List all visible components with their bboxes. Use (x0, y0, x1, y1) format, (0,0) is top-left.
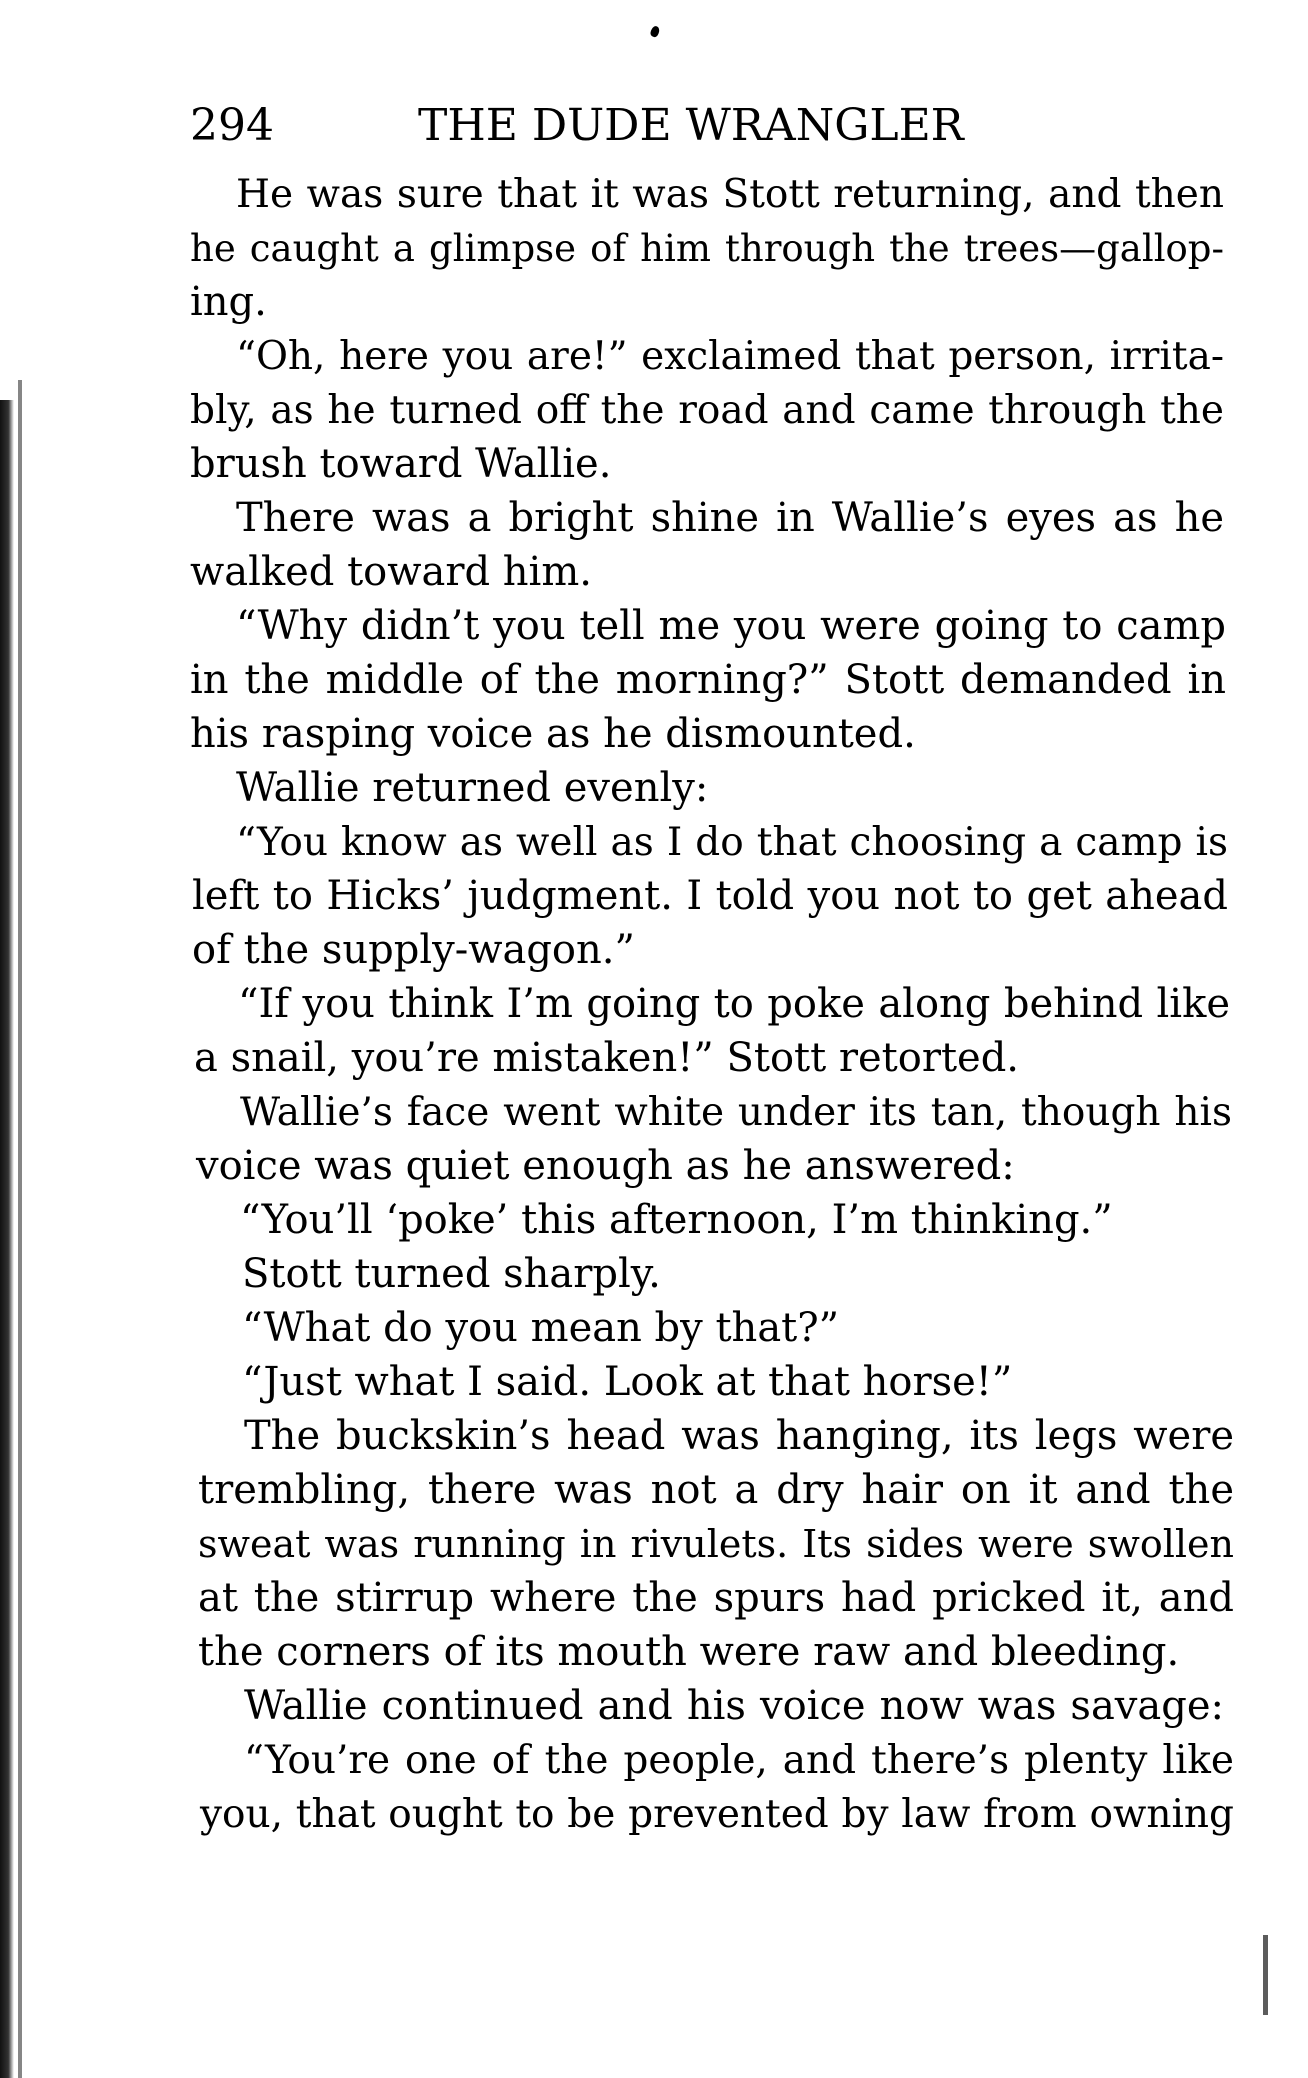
text-line: “You know as well as I do that choosing a camp is (236, 820, 1228, 865)
text-line: Wallie’s face went white under its tan, though his (240, 1090, 1232, 1135)
text-line: “You’re one of the people, and there’s plenty like (244, 1738, 1234, 1783)
ink-speck (649, 25, 660, 38)
text-line: he caught a glimpse of him through the trees—gallop- (190, 227, 1224, 270)
running-header (190, 96, 1070, 156)
text-line: his rasping voice as he dismounted. (190, 711, 916, 757)
text-line: Wallie returned evenly: (236, 765, 709, 811)
running-title: THE DUDE WRANGLER (418, 100, 964, 151)
text-line: The buckskin’s head was hanging, its legs were (244, 1413, 1234, 1459)
text-line: Stott turned sharply. (242, 1251, 661, 1297)
text-line: a snail, you’re mistaken!” Stott retorted. (194, 1035, 1020, 1081)
text-line: “Why didn’t you tell me you were going to camp (236, 603, 1226, 649)
text-line: “Oh, here you are!” exclaimed that person, irrita- (236, 334, 1224, 379)
text-line: sweat was running in rivulets. Its sides were swollen (198, 1522, 1234, 1566)
text-line: the corners of its mouth were raw and bleeding. (198, 1629, 1180, 1675)
text-line: Wallie continued and his voice now was savage: (244, 1683, 1224, 1729)
text-line: trembling, there was not a dry hair on it and the (198, 1467, 1234, 1513)
text-line: There was a bright shine in Wallie’s eyes as he (236, 495, 1224, 541)
page-number: 294 (190, 100, 274, 151)
text-line: voice was quiet enough as he answered: (196, 1143, 1015, 1189)
text-line: “You’ll ‘poke’ this afternoon, I’m thinking.” (240, 1197, 1113, 1243)
text-line: in the middle of the morning?” Stott demanded in (190, 657, 1226, 703)
text-line: walked toward him. (190, 549, 592, 595)
text-line: you, that ought to be prevented by law from owning (200, 1792, 1234, 1837)
text-line: “Just what I said. Look at that horse!” (242, 1359, 1013, 1405)
binding-edge (18, 380, 22, 2078)
text-line: He was sure that it was Stott returning, and then (236, 172, 1224, 217)
text-line: of the supply-wagon.” (192, 927, 635, 973)
binding-shadow (0, 400, 14, 2078)
text-line: at the stirrup where the spurs had pricked it, and (198, 1575, 1234, 1621)
text-line: left to Hicks’ judgment. I told you not to get ahead (192, 873, 1228, 919)
text-line: “If you think I’m going to poke along behind like (238, 981, 1230, 1027)
text-line: ing. (190, 279, 267, 325)
text-line: brush toward Wallie. (190, 441, 612, 487)
page-edge-mark (1263, 1935, 1268, 2015)
text-line: “What do you mean by that?” (242, 1305, 840, 1351)
text-line: bly, as he turned off the road and came through the (190, 388, 1224, 433)
